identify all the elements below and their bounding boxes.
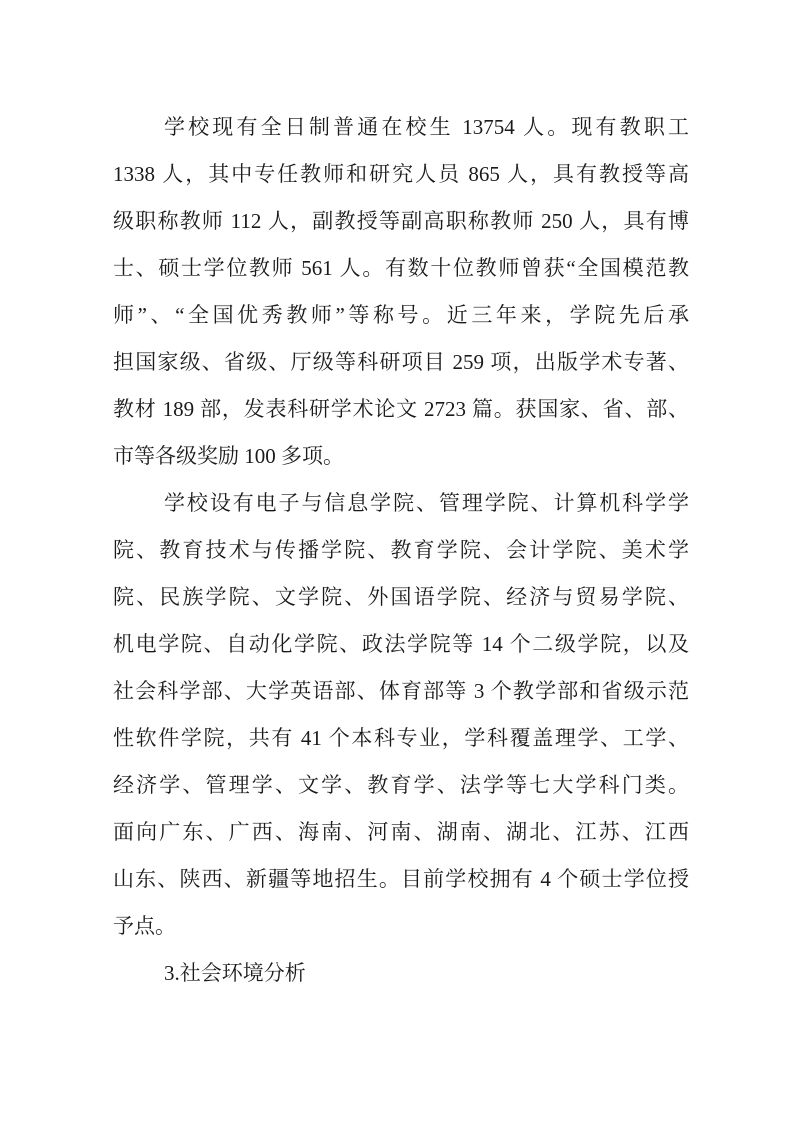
text-line: 院、民族学院、文学院、外国语学院、经济与贸易学院、 — [113, 585, 689, 609]
text-line: 机电学院、自动化学院、政法学院等 14 个二级学院，以及 — [113, 632, 689, 656]
text-line: 学校设有电子与信息学院、管理学院、计算机科学学 — [164, 491, 689, 515]
text-line: 教材 189 部，发表科研学术论文 2723 篇。获国家、省、部、 — [113, 397, 689, 421]
text-line: 士、硕士学位教师 561 人。有数十位教师曾获“全国模范教 — [113, 256, 689, 280]
text-line: 学校现有全日制普通在校生 13754 人。现有教职工 — [164, 115, 689, 139]
text-line: 面向广东、广西、海南、河南、湖南、湖北、江苏、江西 — [113, 820, 689, 844]
section-heading: 3.社会环境分析 — [164, 961, 306, 985]
paragraph-colleges-overview — [113, 480, 689, 950]
text-line: 担国家级、省级、厅级等科研项目 259 项，出版学术专著、 — [113, 350, 689, 374]
text-line: 市等各级奖励 100 多项。 — [113, 444, 344, 468]
paragraph-staff-overview — [113, 104, 689, 480]
text-line: 山东、陕西、新疆等地招生。目前学校拥有 4 个硕士学位授 — [113, 867, 689, 891]
text-line: 社会科学部、大学英语部、体育部等 3 个教学部和省级示范 — [113, 679, 689, 703]
text-line: 级职称教师 112 人，副教授等副高职称教师 250 人，具有博 — [113, 209, 689, 233]
text-line: 院、教育技术与传播学院、教育学院、会计学院、美术学 — [113, 538, 689, 562]
text-line: 予点。 — [113, 914, 176, 938]
text-line: 性软件学院，共有 41 个本科专业，学科覆盖理学、工学、 — [113, 726, 689, 750]
document-body — [113, 104, 689, 997]
text-line: 经济学、管理学、文学、教育学、法学等七大学科门类。 — [113, 773, 689, 797]
text-line: 师”、“全国优秀教师”等称号。近三年来，学院先后承 — [113, 303, 689, 327]
text-line: 1338 人，其中专任教师和研究人员 865 人，具有教授等高 — [113, 162, 689, 186]
